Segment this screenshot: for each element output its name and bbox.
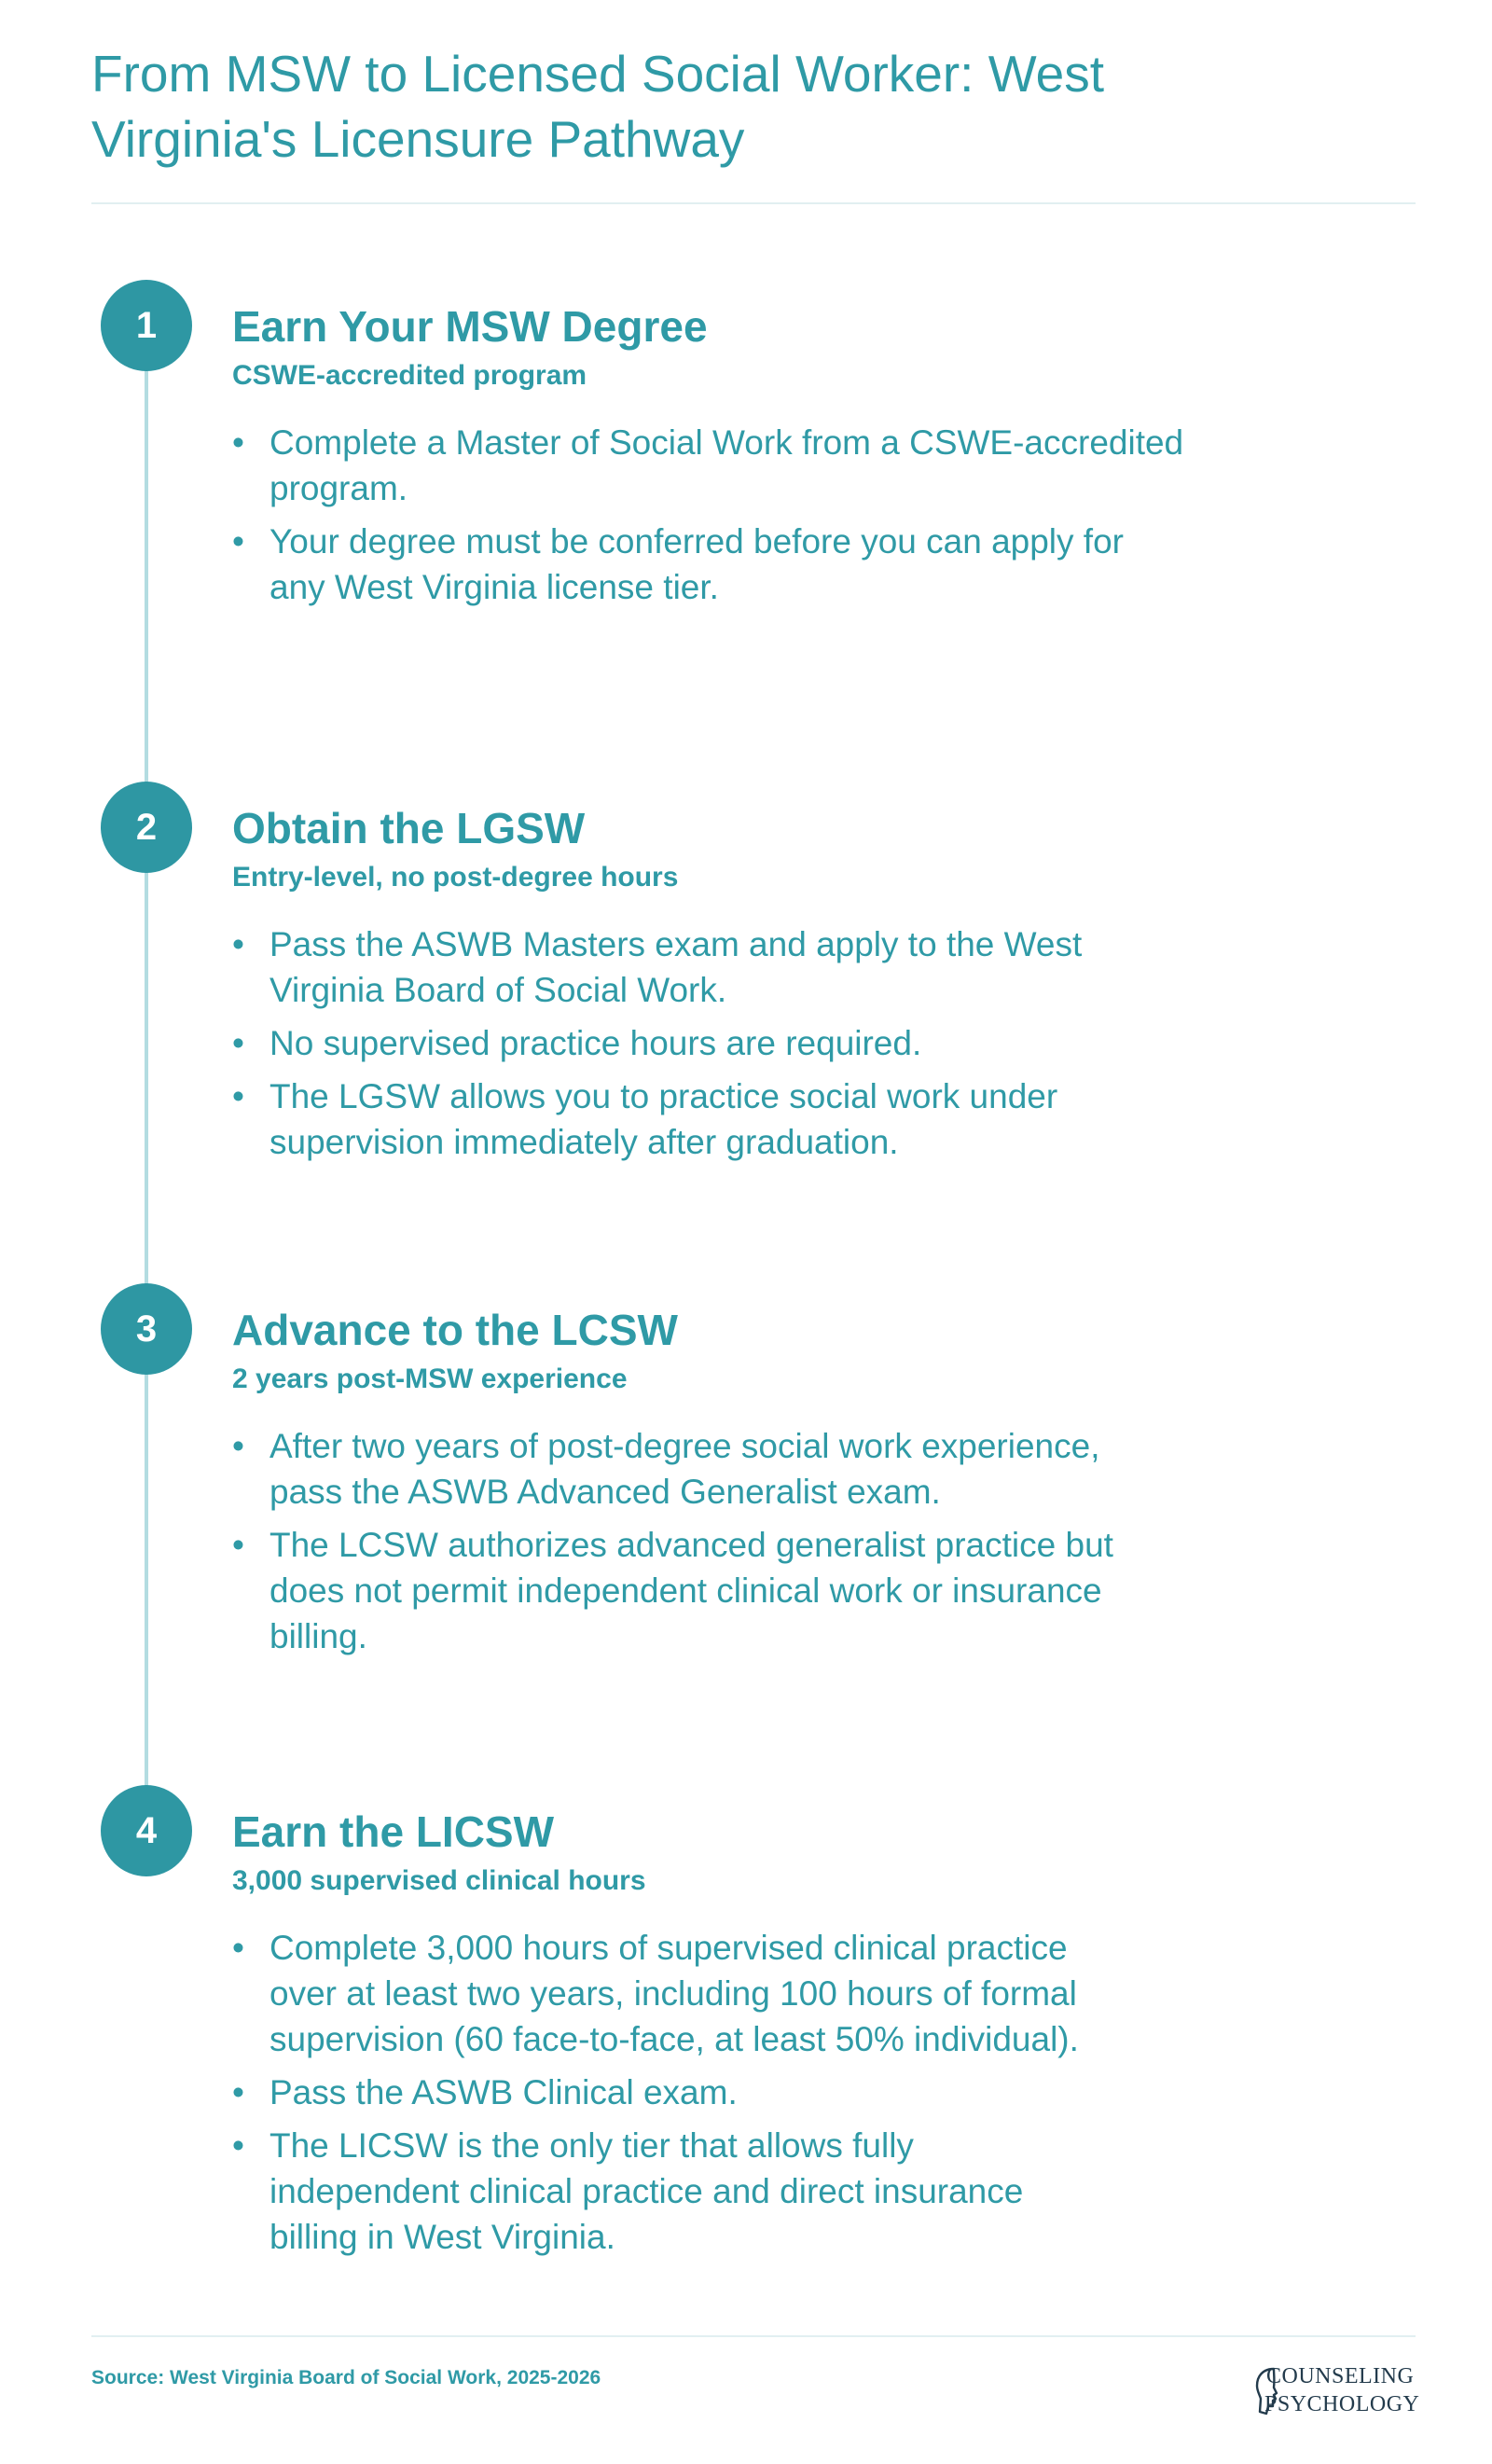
list-item (232, 1020, 1258, 1066)
counseling-psychology-logo (1251, 2361, 1419, 2423)
bullet-line: any West Virginia license tier. (269, 568, 719, 606)
step-2-title: Obtain the LGSW (232, 804, 586, 852)
bullet-line: over at least two years, including 100 hours of formal (269, 1974, 1077, 2013)
bullet-line: program. (269, 469, 408, 507)
list-item (232, 921, 1258, 1013)
step-2 (232, 803, 1258, 1172)
header-divider (91, 202, 1416, 204)
step-1-number-badge: 1 (101, 280, 192, 371)
step-1-subtitle: CSWE-accredited program (232, 360, 587, 391)
logo-text-counseling: COUNSELING (1266, 2364, 1415, 2388)
footer-divider (91, 2335, 1416, 2337)
list-item (232, 1073, 1258, 1165)
step-2-subtitle: Entry-level, no post-degree hours (232, 862, 679, 893)
bullet-icon: • (232, 1526, 244, 1564)
list-item (232, 420, 1258, 511)
bullet-line: pass the ASWB Advanced Generalist exam. (269, 1473, 941, 1511)
bullet-line: Complete a Master of Social Work from a CSWE-accredited (269, 423, 1184, 462)
bullet-line: billing in West Virginia. (269, 2218, 615, 2256)
bullet-line: billing. (269, 1617, 367, 1655)
bullet-line: Pass the ASWB Masters exam and apply to the West (269, 925, 1083, 963)
list-item (232, 2123, 1258, 2260)
bullet-line: The LCSW authorizes advanced generalist practice but (269, 1526, 1113, 1564)
bullet-icon: • (232, 1427, 244, 1465)
page-title-line-1: From MSW to Licensed Social Worker: West (91, 45, 1105, 103)
bullet-icon: • (232, 1929, 244, 1967)
list-item (232, 1522, 1258, 1659)
step-4 (232, 1806, 1258, 2267)
bullet-line: supervision (60 face-to-face, at least 50% individual). (269, 2020, 1079, 2058)
step-3 (232, 1305, 1258, 1667)
step-3-number-badge: 3 (101, 1283, 192, 1375)
page-title (91, 41, 1192, 172)
list-item (232, 2069, 1258, 2115)
step-4-bullet-list (232, 1925, 1258, 2260)
bullet-icon: • (232, 522, 244, 561)
bullet-icon: • (232, 423, 244, 462)
step-1-bullet-list (232, 420, 1258, 610)
bullet-icon: • (232, 925, 244, 963)
page-title-line-2: Virginia's Licensure Pathway (91, 110, 745, 168)
bullet-line: does not permit independent clinical work or insurance (269, 1571, 1102, 1610)
list-item (232, 519, 1258, 610)
bullet-line: independent clinical practice and direct insurance (269, 2172, 1024, 2210)
bullet-line: The LGSW allows you to practice social work under (269, 1077, 1058, 1115)
timeline-line (145, 326, 148, 1837)
bullet-line: Complete 3,000 hours of supervised clinical practice (269, 1929, 1068, 1967)
logo-text-psychology: PSYCHOLOGY (1264, 2392, 1420, 2416)
step-3-title: Advance to the LCSW (232, 1306, 678, 1354)
source-note: Source: West Virginia Board of Social Work, 2025-2026 (91, 2367, 601, 2388)
bullet-icon: • (232, 1077, 244, 1115)
step-4-subtitle: 3,000 supervised clinical hours (232, 1865, 646, 1896)
bullet-line: Your degree must be conferred before you can apply for (269, 522, 1124, 561)
step-1 (232, 301, 1258, 617)
bullet-line: Virginia Board of Social Work. (269, 971, 727, 1009)
step-3-subtitle: 2 years post-MSW experience (232, 1364, 628, 1394)
bullet-icon: • (232, 2073, 244, 2111)
list-item (232, 1925, 1258, 2062)
bullet-line: No supervised practice hours are required. (269, 1024, 922, 1062)
step-3-bullet-list (232, 1423, 1258, 1659)
bullet-line: The LICSW is the only tier that allows fully (269, 2126, 914, 2165)
step-1-title: Earn Your MSW Degree (232, 302, 708, 351)
step-2-bullet-list (232, 921, 1258, 1165)
list-item (232, 1423, 1258, 1515)
bullet-icon: • (232, 1024, 244, 1062)
bullet-line: supervision immediately after graduation. (269, 1123, 899, 1161)
bullet-line: Pass the ASWB Clinical exam. (269, 2073, 738, 2111)
step-4-title: Earn the LICSW (232, 1807, 555, 1856)
bullet-line: After two years of post-degree social work experience, (269, 1427, 1100, 1465)
step-2-number-badge: 2 (101, 782, 192, 873)
bullet-icon: • (232, 2126, 244, 2165)
step-4-number-badge: 4 (101, 1785, 192, 1876)
